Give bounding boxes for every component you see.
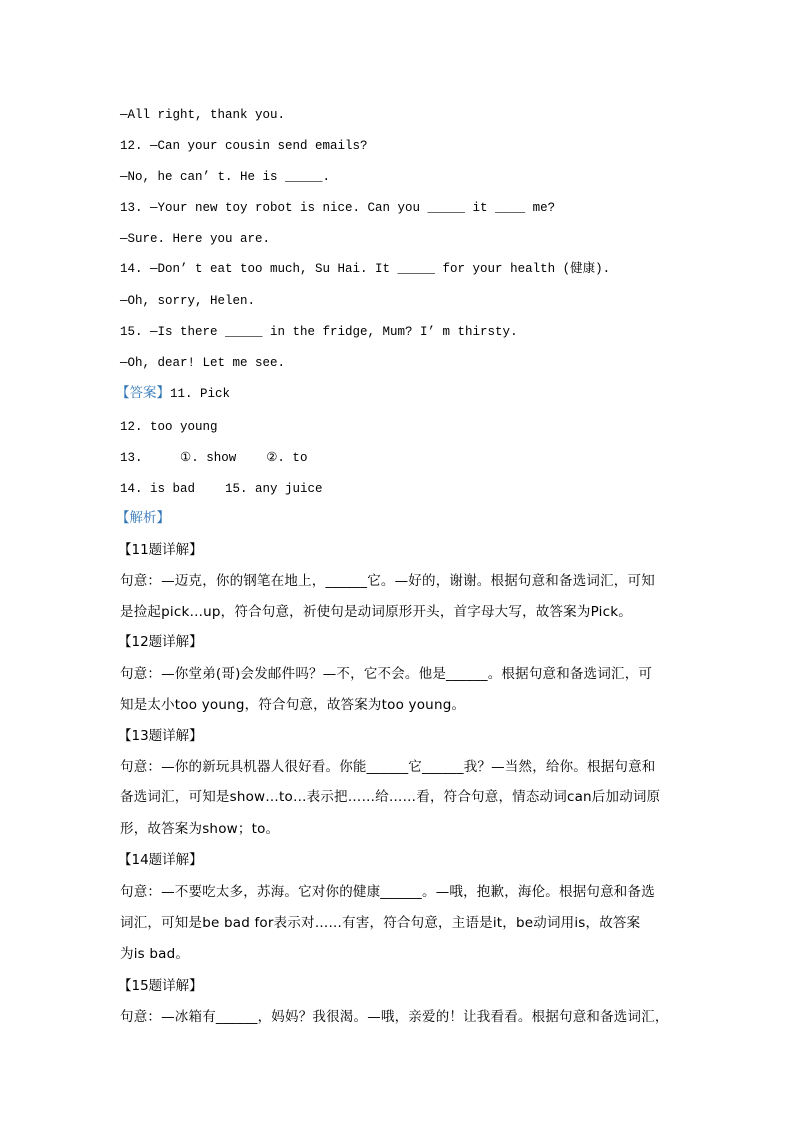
detail-line: 句意：—不要吃太多，苏海。它对你的健康______。—哦，抱歉，海伦。根据句意和备选 (120, 884, 655, 900)
detail-line: 词汇，可知是be bad for表示对……有害，符合句意，主语是it，be动词用is，故答案 (120, 915, 641, 931)
question-line: —No, he can’ t. He is _____. (120, 170, 331, 184)
detail-line: 为is bad。 (120, 946, 190, 962)
detail-line: 备选词汇，可知是show…to…表示把……给……看，符合句意，情态动词can后加动词原 (120, 789, 661, 805)
question-line: —Sure. Here you are. (120, 232, 271, 246)
detail-heading: 【15题详解】 (118, 978, 203, 994)
detail-heading: 【14题详解】 (118, 852, 203, 868)
answer-label: 【答案】 (116, 385, 170, 401)
answer-line (116, 385, 230, 402)
analysis-label: 【解析】 (116, 510, 170, 526)
detail-line: 知是太小too young，符合句意，故答案为too young。 (120, 697, 466, 713)
answer-line: 14. is bad 15. any juice (120, 482, 323, 496)
detail-line: 句意：—你堂弟(哥)会发邮件吗？—不，它不会。他是______。根据句意和备选词汇，可 (120, 666, 653, 682)
detail-line: 句意：—迈克，你的钢笔在地上，______它。—好的，谢谢。根据句意和备选词汇，可知 (120, 573, 655, 589)
question-line: 13. —Your new toy robot is nice. Can you _____ it ____ me? (120, 201, 556, 215)
question-line: —Oh, sorry, Helen. (120, 294, 256, 308)
detail-line: 是捡起pick…up，符合句意，祈使句是动词原形开头，首字母大写，故答案为Pick。 (120, 604, 632, 620)
question-line: 14. —Don’ t eat too much, Su Hai. It _____ for your health (健康). (120, 262, 611, 276)
answer-text: 11. Pick (170, 387, 231, 401)
detail-line: 句意：—冰箱有______，妈妈？我很渴。—哦，亲爱的！让我看看。根据句意和备选词汇， (120, 1009, 669, 1025)
question-line: —Oh, dear! Let me see. (120, 356, 286, 370)
question-line: 12. —Can your cousin send emails? (120, 139, 368, 153)
detail-line: 句意：—你的新玩具机器人很好看。你能______它______我？—当然，给你。根据句意和 (120, 759, 656, 775)
question-line: —All right, thank you. (120, 108, 286, 122)
detail-heading: 【12题详解】 (118, 634, 203, 650)
detail-line: 形，故答案为show；to。 (120, 821, 280, 837)
answer-line: 13. ①. show ②. to (120, 451, 308, 465)
answer-line: 12. too young (120, 420, 218, 434)
question-line: 15. —Is there _____ in the fridge, Mum? I’ m thirsty. (120, 325, 518, 339)
detail-heading: 【13题详解】 (118, 728, 203, 744)
detail-heading: 【11题详解】 (118, 542, 203, 558)
